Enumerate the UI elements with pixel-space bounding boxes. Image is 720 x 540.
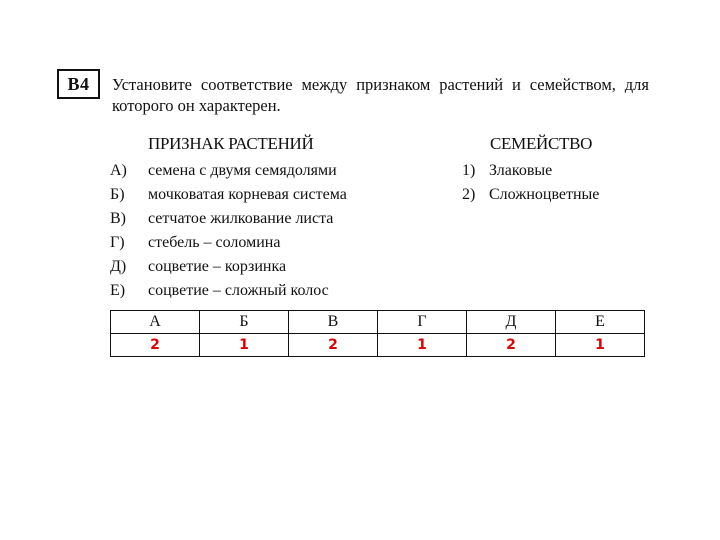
family-item-1: [462, 159, 599, 183]
answer-table: [110, 310, 645, 357]
answer-table-answer-row: [111, 334, 645, 357]
answer-header-cell: В: [289, 311, 378, 334]
feature-letter: А): [110, 162, 127, 179]
answer-cell[interactable]: 2: [289, 334, 378, 357]
feature-text: мочковатая корневая система: [148, 186, 347, 203]
right-column-heading: СЕМЕЙСТВО: [490, 134, 593, 153]
feature-letter: Г): [110, 234, 125, 251]
answer-header-cell: Е: [556, 311, 645, 334]
answer-cell[interactable]: 2: [111, 334, 200, 357]
feature-item-e: [110, 279, 347, 303]
feature-letter: В): [110, 210, 126, 227]
answer-header-cell: А: [111, 311, 200, 334]
family-text: Злаковые: [489, 162, 553, 179]
feature-item-v: [110, 207, 347, 231]
family-number: 2): [462, 186, 476, 203]
families-list: [462, 159, 599, 207]
feature-text: семена с двумя семядолями: [148, 162, 337, 179]
answer-table-header-row: [111, 311, 645, 334]
answer-cell[interactable]: 1: [556, 334, 645, 357]
task-number-box: В4: [57, 69, 100, 99]
answer-header-cell: Д: [467, 311, 556, 334]
feature-text: стебель – соломина: [148, 234, 281, 251]
feature-letter: Е): [110, 282, 126, 299]
left-column-heading: ПРИЗНАК РАСТЕНИЙ: [148, 134, 314, 153]
plant-features-list: [110, 159, 347, 303]
question-text: Установите соответствие между признаком растений и семейством, для которого он характерен.: [112, 75, 649, 115]
answer-header-cell: Г: [378, 311, 467, 334]
feature-item-a: [110, 159, 347, 183]
answer-header-cell: Б: [200, 311, 289, 334]
feature-item-b: [110, 183, 347, 207]
feature-item-d: [110, 255, 347, 279]
answer-cell[interactable]: 2: [467, 334, 556, 357]
feature-text: сетчатое жилкование листа: [148, 210, 334, 227]
family-text: Сложноцветные: [489, 186, 600, 203]
family-item-2: [462, 183, 599, 207]
feature-letter: Б): [110, 186, 125, 203]
feature-text: соцветие – сложный колос: [148, 282, 329, 299]
feature-letter: Д): [110, 258, 127, 275]
answer-cell[interactable]: 1: [378, 334, 467, 357]
feature-item-g: [110, 231, 347, 255]
feature-text: соцветие – корзинка: [148, 258, 287, 275]
family-number: 1): [462, 162, 476, 179]
answer-cell[interactable]: 1: [200, 334, 289, 357]
